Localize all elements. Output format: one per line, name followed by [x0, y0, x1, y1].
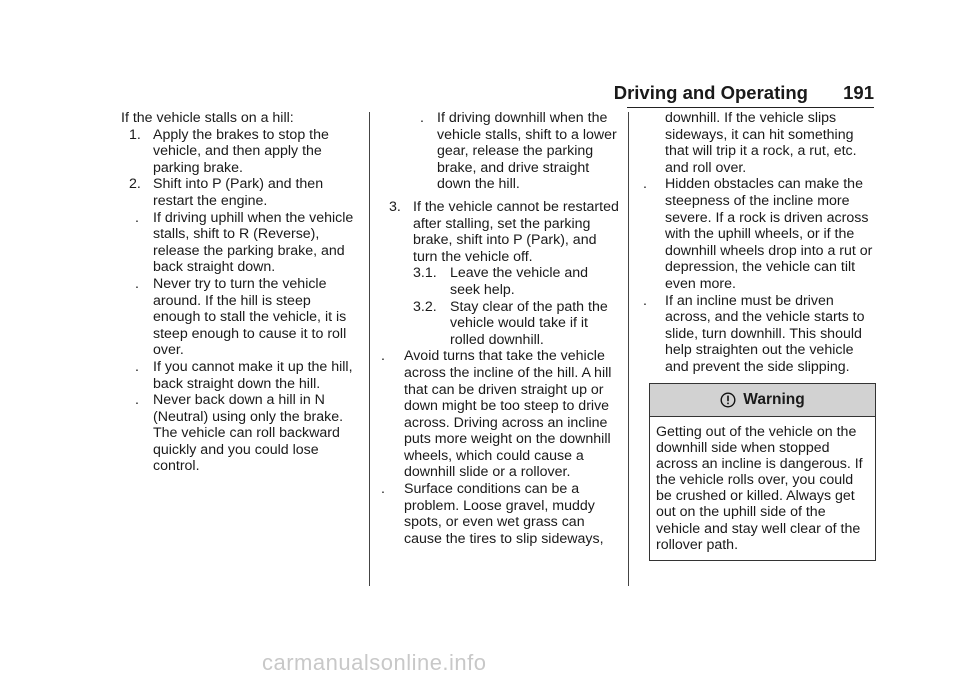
list-item: [121, 276, 361, 359]
bullet-marker: .: [135, 209, 139, 226]
continuation-text: downhill. If the vehicle slips sideways, it can hit something that will trip it a rock, a rut, etc. and roll over.: [665, 110, 857, 176]
bullet-marker: .: [643, 292, 647, 309]
section-title: Driving and Operating: [613, 82, 808, 103]
warning-text: Getting out of the vehicle on the downhill side when stopped across an incline is dangerous. If the vehicle rolls over, you could be crushed or killed. Always get out on the uphill side of the vehicle and stay well clear of the rollover path.: [656, 424, 863, 553]
bullet-marker: .: [643, 176, 647, 193]
list-item: [637, 293, 875, 376]
warning-icon: [720, 392, 736, 408]
column-divider: [628, 112, 629, 586]
list-item: [380, 481, 620, 547]
list-item-text: If an incline must be driven across, and the vehicle starts to slide, turn downhill. This should help straighten out the vehicle and prevent the side slipping.: [665, 292, 865, 375]
column-2: [380, 110, 620, 547]
step-text: If the vehicle cannot be restarted after stalling, set the parking brake, shift into P (Park), and turn the vehicle off.: [413, 198, 619, 265]
warning-box: [649, 383, 876, 561]
list-item: [380, 348, 620, 481]
sub-step-text: Stay clear of the path the vehicle would take if it rolled downhill.: [450, 298, 608, 348]
sub-step-3-2: [380, 299, 620, 349]
column-1: [121, 110, 361, 475]
warning-title: Warning: [743, 391, 805, 408]
list-item-text: If driving downhill when the vehicle stalls, shift to a lower gear, release the parking brake, and drive straight down the hill.: [437, 110, 617, 193]
warning-header: [650, 384, 875, 417]
step-number: 2.: [129, 176, 141, 193]
column-3: [637, 110, 875, 376]
list-item-text: If driving uphill when the vehicle stalls, shift to R (Reverse), release the parking brake, and back straight down.: [153, 209, 354, 276]
header-rule: [627, 107, 874, 108]
bullet-marker: .: [135, 358, 139, 375]
page-number: 191: [843, 82, 874, 103]
bullet-marker: .: [420, 110, 424, 126]
list-item: [637, 176, 875, 292]
intro-text: If the vehicle stalls on a hill:: [121, 110, 294, 126]
sub-step-number: 3.1.: [413, 265, 437, 282]
bullet-marker: .: [381, 481, 385, 498]
list-item-text: Never try to turn the vehicle around. If the hill is steep enough to stall the vehicle, it is steep enough to cause it to roll over.: [153, 275, 347, 359]
list-item: [121, 210, 361, 276]
list-item-text: Hidden obstacles can make the steepness of the incline more severe. If a rock is driven across with the uphill wheels, or if the downhill wheels drop into a rut or depression, the vehicle can tilt even more.: [665, 176, 873, 292]
step-text: Apply the brakes to stop the vehicle, and then apply the parking brake.: [153, 126, 329, 176]
bullet-marker: .: [381, 348, 385, 365]
bullet-marker: .: [135, 392, 139, 409]
list-item-text: Avoid turns that take the vehicle across the incline of the hill. A hill that can be driven straight up or down might be too steep to drive across. Driving across an incline puts more weight on the downhill wheels, which could cause a downhill slide or a rollover.: [404, 348, 612, 481]
list-item-text: Surface conditions can be a problem. Loose gravel, muddy spots, or even wet grass can cause the tires to slip sideways,: [404, 481, 604, 547]
list-item: [121, 392, 361, 475]
step-number: 1.: [129, 126, 141, 143]
step-2: [121, 176, 361, 209]
sub-step-number: 3.2.: [413, 298, 437, 315]
step-text: Shift into P (Park) and then restart the engine.: [153, 176, 324, 209]
list-item: [121, 359, 361, 392]
step-3: [380, 199, 620, 265]
list-item-text: Never back down a hill in N (Neutral) using only the brake. The vehicle can roll backward quickly and you could lose control.: [153, 392, 344, 475]
sub-step-3-1: [380, 265, 620, 298]
step-number: 3.: [389, 198, 401, 215]
column-divider: [369, 112, 370, 586]
bullet-marker: .: [135, 275, 139, 292]
sub-step-text: Leave the vehicle and seek help.: [450, 265, 589, 298]
watermark: carmanualsonline.info: [262, 650, 487, 675]
page-header: [614, 82, 874, 104]
list-item-text: If you cannot make it up the hill, back straight down the hill.: [153, 358, 353, 392]
step-1: [121, 127, 361, 177]
list-item: [380, 110, 620, 193]
